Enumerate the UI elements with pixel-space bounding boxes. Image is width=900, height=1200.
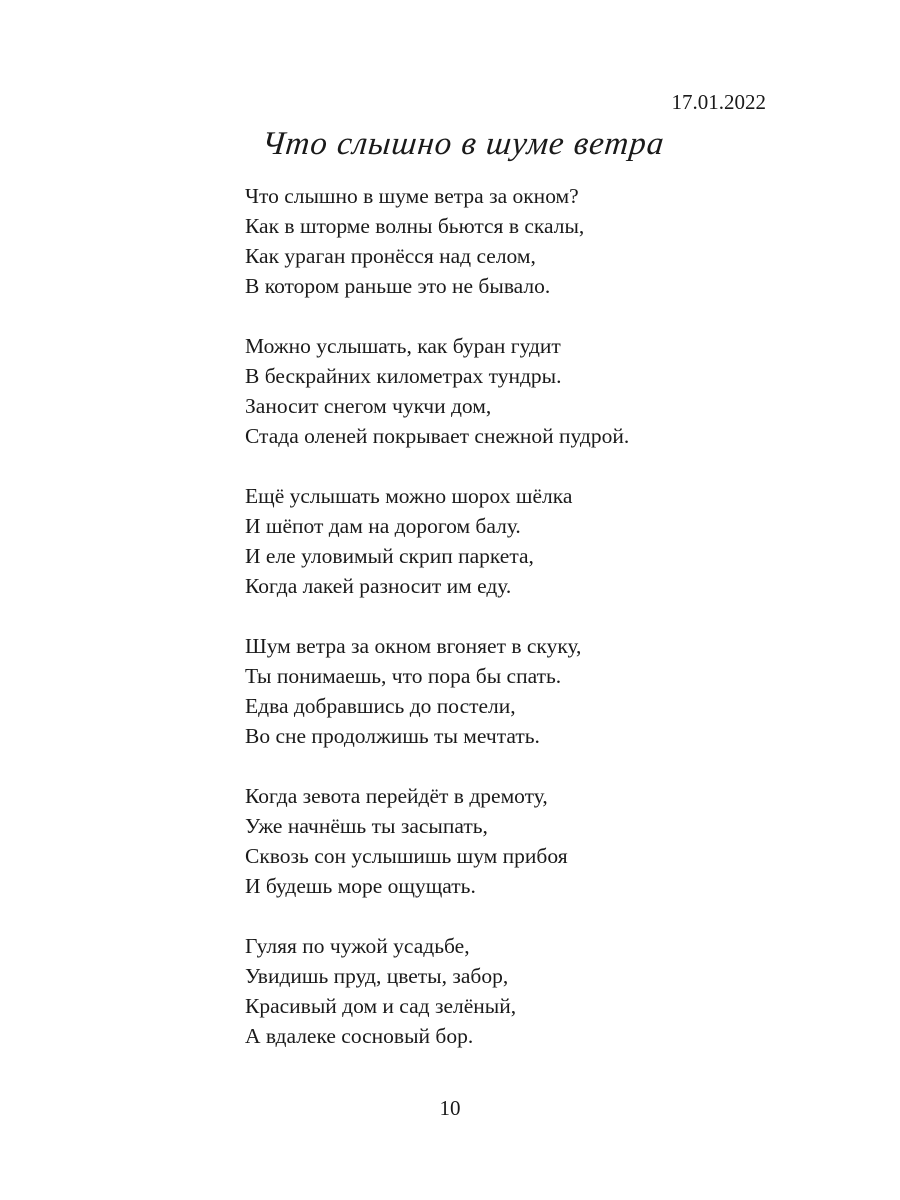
poem-line: И еле уловимый скрип паркета, xyxy=(245,544,534,568)
poem-line: Заносит снегом чукчи дом, xyxy=(245,394,492,418)
stanza-2 xyxy=(245,331,845,451)
poem-line: И будешь море ощущать. xyxy=(245,874,476,898)
page-number: 10 xyxy=(439,1096,461,1120)
stanza-3 xyxy=(245,481,845,601)
poem-line: Во сне продолжишь ты мечтать. xyxy=(245,724,540,748)
stanza-4 xyxy=(245,631,845,751)
poem-line: Когда лакей разносит им еду. xyxy=(245,574,512,598)
poem-line: Шум ветра за окном вгоняет в скуку, xyxy=(245,634,582,658)
poem-line: А вдалеке сосновый бор. xyxy=(245,1024,474,1048)
stanza-5 xyxy=(245,781,845,901)
poem-line: Едва добравшись до постели, xyxy=(245,694,516,718)
poem-line: Можно услышать, как буран гудит xyxy=(245,334,561,358)
poem-line: Уже начнёшь ты засыпать, xyxy=(245,814,488,838)
poem-date: 17.01.2022 xyxy=(671,90,766,114)
poem-line: Ты понимаешь, что пора бы спать. xyxy=(245,664,562,688)
poem-title: Что слышно в шуме ветра xyxy=(260,126,667,162)
poem-body xyxy=(245,181,845,1081)
poem-line: Гуляя по чужой усадьбе, xyxy=(245,934,470,958)
poem-line: Как ураган пронёсся над селом, xyxy=(245,244,536,268)
poem-line: Сквозь сон услышишь шум прибоя xyxy=(245,844,568,868)
poem-line: Как в шторме волны бьются в скалы, xyxy=(245,214,585,238)
poem-line: И шёпот дам на дорогом балу. xyxy=(245,514,521,538)
poem-line: Ещё услышать можно шорох шёлка xyxy=(245,484,573,508)
poem-line: Красивый дом и сад зелёный, xyxy=(245,994,517,1018)
poem-line: Что слышно в шуме ветра за окном? xyxy=(245,184,579,208)
poem-line: В бескрайних километрах тундры. xyxy=(245,364,562,388)
poem-line: В котором раньше это не бывало. xyxy=(245,274,551,298)
poem-line: Увидишь пруд, цветы, забор, xyxy=(245,964,509,988)
poem-line: Когда зевота перейдёт в дремоту, xyxy=(245,784,548,808)
stanza-1 xyxy=(245,181,845,301)
stanza-6 xyxy=(245,931,845,1051)
poem-line: Стада оленей покрывает снежной пудрой. xyxy=(245,424,630,448)
